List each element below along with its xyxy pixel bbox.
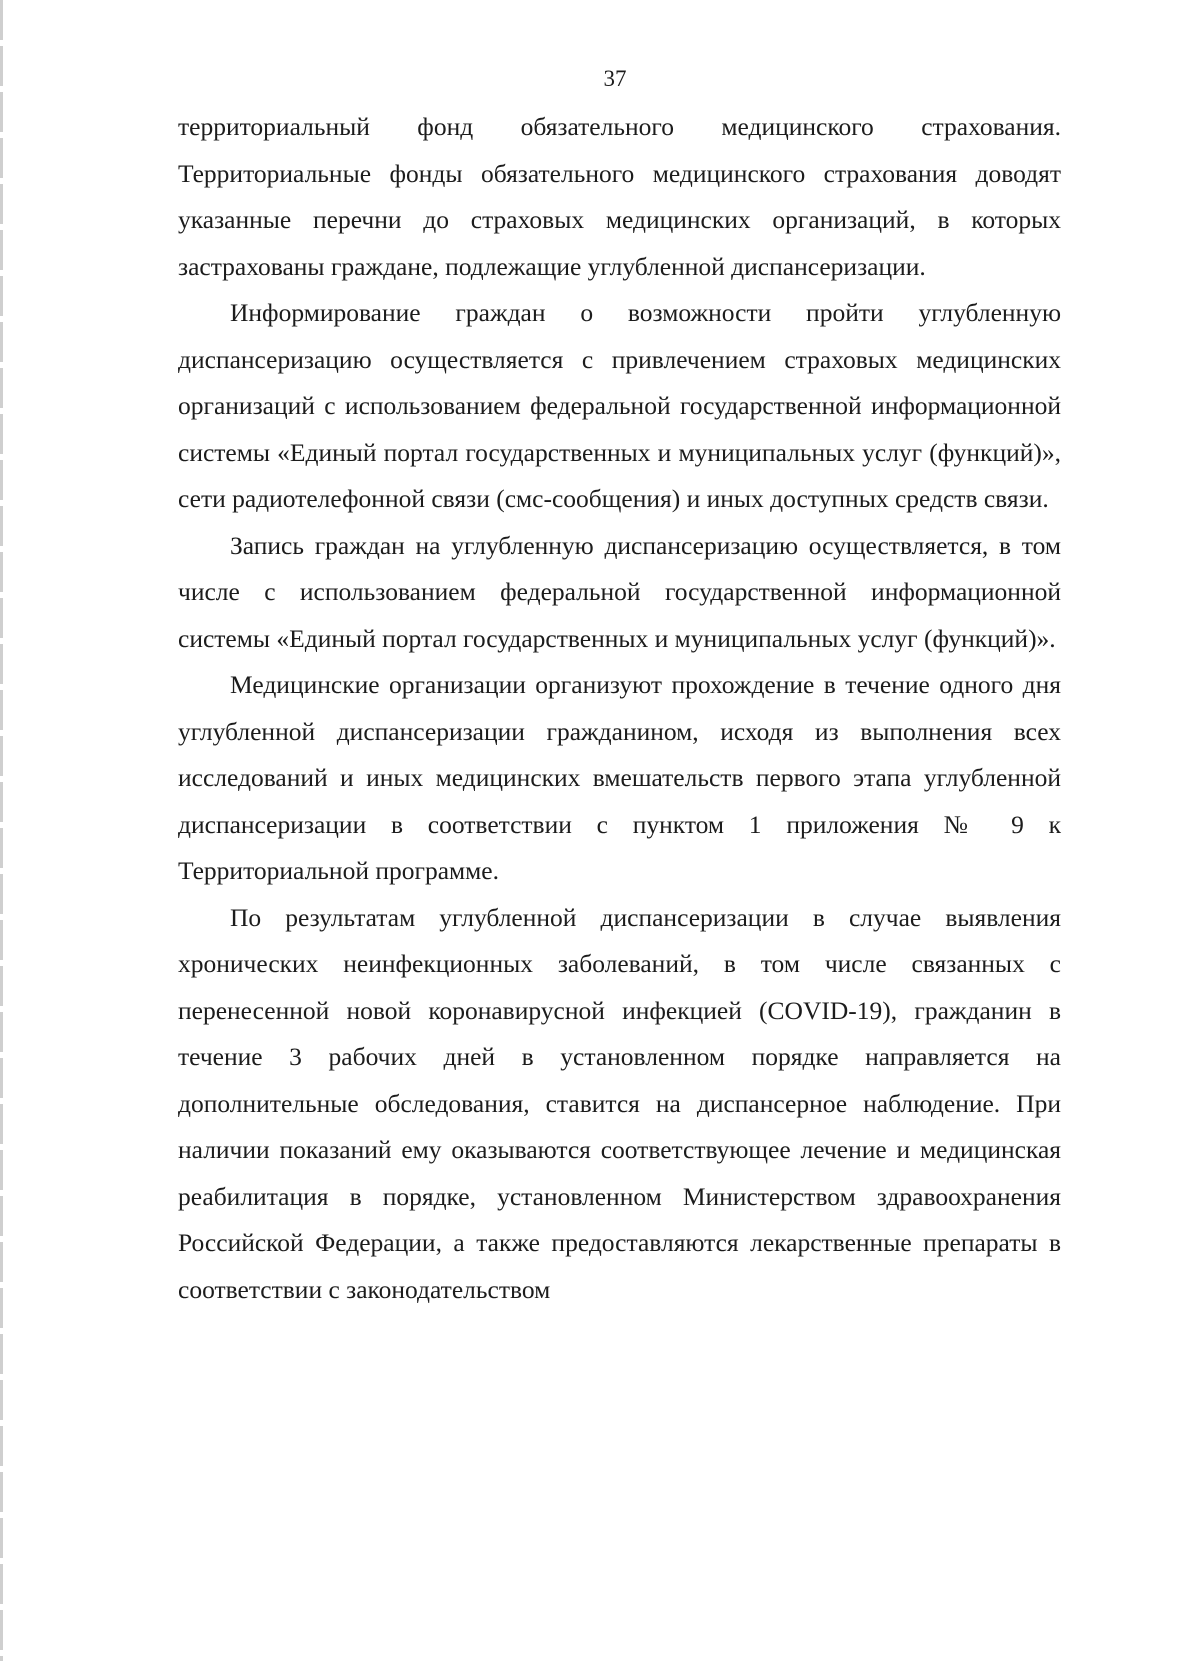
page-number: 37 (603, 66, 627, 91)
paragraph-organization: Медицинские организации организуют прохождение в течение одного дня углубленной диспансеризации гражданином, исходя из выполнения всех исследований и иных медицинских вмешательств первого этапа углубленной диспансеризации в соответствии с пунктом 1 приложения № 9 к Территориальной программе. (178, 670, 1061, 885)
paragraph-registration: Запись граждан на углубленную диспансеризацию осуществляется, в том числе с использованием федеральной государственной информационной системы «Единый портал государственных и муниципальных услуг (функций)». (178, 530, 1061, 653)
document-body (178, 104, 1061, 1313)
paragraph-continuation: территориальный фонд обязательного медицинского страхования. Территориальные фонды обязательного медицинского страхования доводят указанные перечни до страховых медицинских организаций, в которых застрахованы граждане, подлежащие углубленной диспансеризации. (178, 112, 1061, 281)
scan-edge (0, 0, 3, 1661)
paragraph-results: По результатам углубленной диспансеризации в случае выявления хронических неинфекционных заболеваний, в том числе связанных с перенесенной новой коронавирусной инфекцией (COVID-19), гражданин в течение 3 рабочих дней в установленном порядке направляется на дополнительные обследования, ставится на диспансерное наблюдение. При наличии показаний ему оказываются соответствующее лечение и медицинская реабилитация в порядке, установленном Министерством здравоохранения Российской Федерации, а также предоставляются лекарственные препараты в соответствии с законодательством (178, 902, 1061, 1304)
paragraph-informing: Информирование граждан о возможности пройти углубленную диспансеризацию осуществляется с привлечением страховых медицинских организаций с использованием федеральной государственной информационной системы «Единый портал государственных и муниципальных услуг (функций)», сети радиотелефонной связи (смс-сообщения) и иных доступных средств связи. (178, 298, 1061, 513)
